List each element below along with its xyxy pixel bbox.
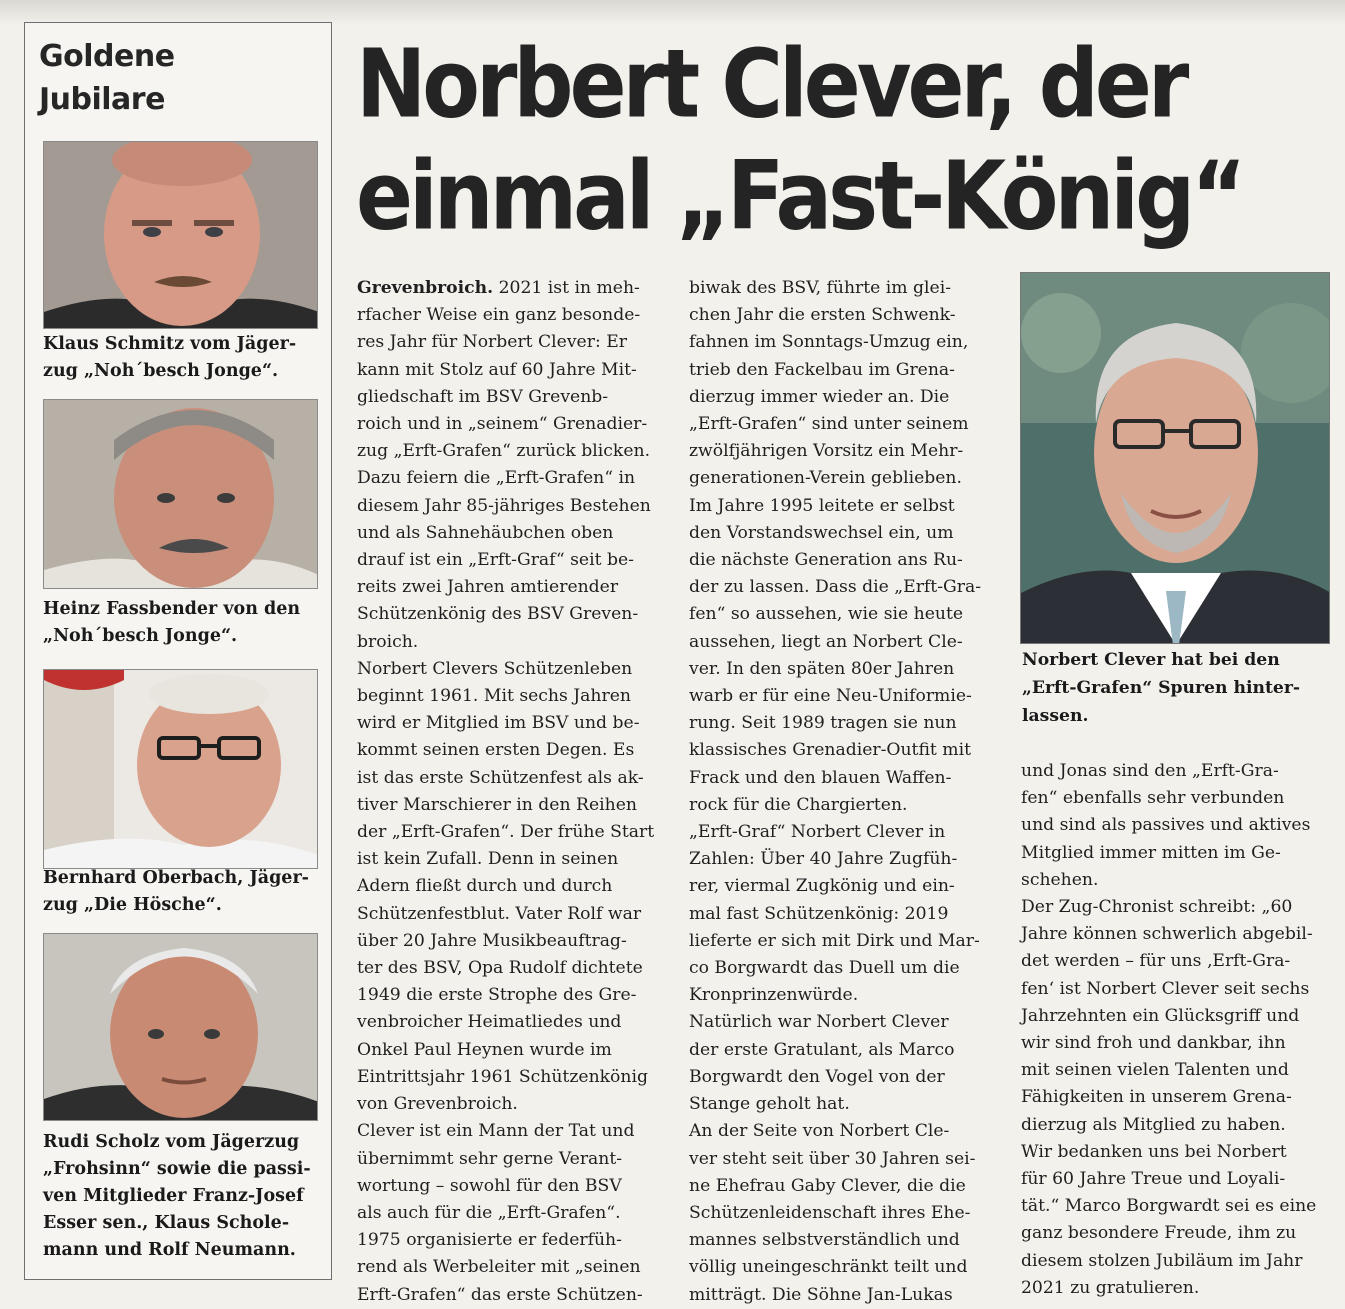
jubilar-caption: Heinz Fassbender von den „Noh´besch Jonge“. — [43, 599, 301, 646]
main-photo-caption: Norbert Clever hat bei den „Erft-Grafen“ Spuren hinter- lassen. — [1022, 650, 1301, 726]
headline-line-2: einmal „Fast-König“ — [356, 141, 1243, 251]
portrait-photo — [43, 669, 318, 869]
column-3-text: und Jonas sind den „Erft-Gra- fen“ ebenfalls sehr verbunden und sind als passives und aktives Mitglied immer mitten im Ge- schehen. Der Zug-Chronist schreibt: „60 Jahre können schwerlich abgebil- det werden – für uns ‚Erft-Gra- fen‘ ist Norbert Clever seit sechs Jahrzehnten ein Glücksgriff und wir sind froh und dankbar, ihn mit seinen vielen Talenten und Fähigkeiten in unserem Grena- dierzug als Mitglied zu haben. Wir bedanken uns bei Norbert für 60 Jahre Treue und Loyali- tät.“ Marco Borgwardt sei es eine ganz besondere Freude, ihm zu diesem stolzen Jubiläum im Jahr 2021 zu gratulieren. — [1021, 761, 1317, 1298]
portrait-photo — [43, 933, 318, 1121]
dateline: Grevenbroich. — [357, 278, 494, 298]
sidebar-title: Goldene Jubilare — [39, 39, 175, 117]
headline-line-1: Norbert Clever, der — [356, 29, 1186, 139]
column-2-text: biwak des BSV, führte im glei- chen Jahr die ersten Schwenk- fahnen im Sonntags-Umzug ein, trieb den Fackelbau im Grena- dierzug immer wieder an. Die „Erft-Grafen“ sind unter seinem zwölfjährigen Vorsitz ein Mehr- generationen-Verein geblieben. Im Jahre 1995 leitete er selbst den Vorstandswechsel ein, um die nächste Generation ans Ru- der zu lassen. Dass die „Erft-Gra- fen“ so aussehen, wie sie heute aussehen, liegt an Norbert Cle- ver. In den späten 80er Jahren warb er für eine Neu-Uniformie- rung. Seit 1989 tragen sie nun klassisches Grenadier-Outfit mit Frack und den blauen Waffen- rock für die Chargierten. „Erft-Graf“ Norbert Clever in Zahlen: Über 40 Jahre Zugfüh- rer, viermal Zugkönig und ein- mal fast Schützenkönig: 2019 lieferte er sich mit Dirk und Mar- co Borgwardt das Duell um die Kronprinzenwürde. Natürlich war Norbert Clever der erste Gratulant, als Marco Borgwardt den Vogel von der Stange geholt hat. An der Seite von Norbert Cle- ver steht seit über 30 Jahren sei- ne Ehefrau Gaby Clever, die die Schützenleidenschaft ihres Ehe- mannes selbstverständlich und völlig uneingeschränkt teilt und mitträgt. Die Söhne Jan-Lukas — [689, 278, 982, 1305]
jubilar-caption: Klaus Schmitz vom Jäger- zug „Noh´besch Jonge“. — [43, 334, 297, 381]
portrait-image — [44, 400, 318, 589]
norbert-clever-portrait — [1021, 273, 1330, 644]
portrait-image — [44, 934, 318, 1121]
jubilar-caption: Rudi Scholz vom Jägerzug „Frohsinn“ sowie die passi- ven Mitglieder Franz-Josef Esser sen., Klaus Schole- mann und Rolf Neumann. — [43, 1132, 311, 1260]
column-1-text: 2021 ist in meh- rfacher Weise ein ganz besonde- res Jahr für Norbert Clever: Er kann mit Stolz auf 60 Jahre Mit- gliedschaft im BSV Grevenb- roich und in „seinem“ Grenadier- zug „Erft-Grafen“ zurück blicken. Dazu feiern die „Erft-Grafen“ in diesem Jahr 85-jähriges Bestehen und als Sahnehäubchen oben drauf ist ein „Erft-Graf“ seit be- reits zwei Jahren amtierender Schützenkönig des BSV Greven- broich. Norbert Clevers Schützenleben beginnt 1961. Mit sechs Jahren wird er Mitglied im BSV und be- kommt seinen ersten Degen. Es ist das erste Schützenfest als ak- tiver Marschierer in den Reihen der „Erft-Grafen“. Der frühe Start ist kein Zufall. Denn in seinen Adern fließt durch und durch Schützenfestblut. Vater Rolf war über 20 Jahre Musikbeauftrag- ter des BSV, Opa Rudolf dichtete 1949 die erste Strophe des Gre- venbroicher Heimatliedes und Onkel Paul Heynen wurde im Eintrittsjahr 1961 Schützenkönig von Grevenbroich. Clever ist ein Mann der Tat und übernimmt sehr gerne Verant- wortung – sowohl für den BSV als auch für die „Erft-Grafen“. 1975 organisierte er federfüh- rend als Werbeleiter mit „seinen Erft-Grafen“ das erste Schützen- — [357, 278, 655, 1305]
portrait-image — [44, 670, 318, 869]
portrait-image — [44, 142, 318, 329]
jubilare-sidebar — [24, 22, 332, 1280]
article-column-1 — [357, 275, 675, 1309]
article-headline — [356, 28, 1256, 252]
article-column-3 — [1021, 758, 1339, 1302]
main-portrait-photo — [1020, 272, 1330, 644]
jubilar-caption: Bernhard Oberbach, Jäger- zug „Die Hösche“. — [43, 868, 309, 915]
portrait-photo — [43, 141, 318, 329]
article-column-2 — [689, 275, 1007, 1309]
portrait-photo — [43, 399, 318, 589]
